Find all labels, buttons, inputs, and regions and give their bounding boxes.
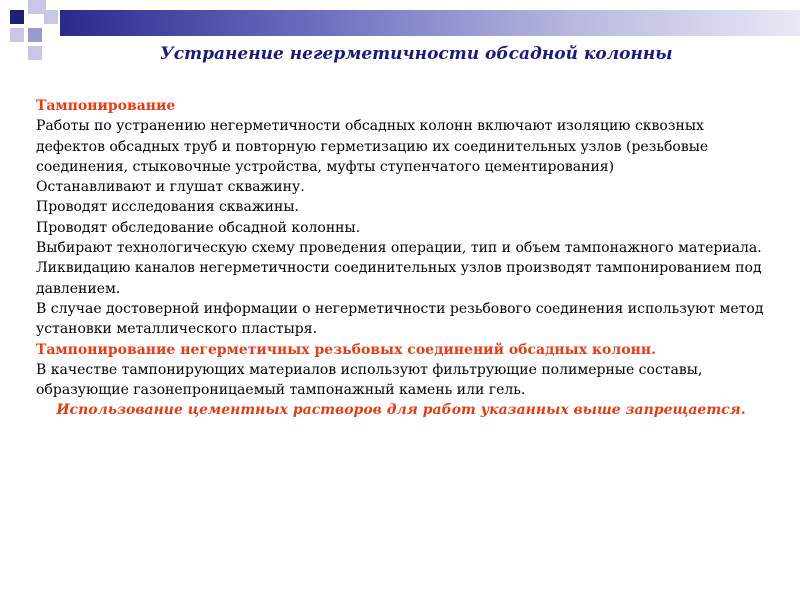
slide-title: Устранение негерметичности обсадной колонны <box>160 44 673 64</box>
slide-body <box>36 96 766 421</box>
section-heading: Тампонирование <box>36 98 176 114</box>
decor-square <box>10 28 24 42</box>
body-paragraph: Останавливают и глушат скважину. <box>36 179 305 196</box>
body-paragraph: В случае достоверной информации о негерметичности резьбового соединения используют метод установки металлического пластыря. <box>36 300 764 338</box>
decor-square <box>44 10 58 24</box>
warning-text: Использование цементных растворов для работ указанных выше запрещается. <box>56 402 746 419</box>
decor-square <box>10 10 24 24</box>
decor-gradient-bar <box>60 10 800 36</box>
body-paragraph: В качестве тампонирующих материалов используют фильтрующие полимерные составы, образующие газонепроницаемый тампонажный камень или гель. <box>36 361 703 399</box>
body-paragraph: Работы по устранению негерметичности обсадных колонн включают изоляцию сквозных дефектов обсадных труб и повторную герметизацию их соединительных узлов (резьбовые соединения, стыковочные устройства, муфты ступенчатого цементирования) <box>36 118 709 175</box>
decor-square <box>28 28 42 42</box>
body-paragraph: Проводят исследования скважины. <box>36 199 299 216</box>
body-paragraph: Ликвидацию каналов негерметичности соединительных узлов производят тампонированием под давлением. <box>36 260 762 297</box>
body-paragraph: Проводят обследование обсадной колонны. <box>36 219 361 236</box>
body-paragraph: Выбирают технологическую схему проведения операции, тип и объем тампонажного материала. <box>36 240 762 257</box>
decor-square <box>28 46 42 60</box>
subheading: Тампонирование негерметичных резьбовых соединений обсадных колонн. <box>36 341 656 358</box>
